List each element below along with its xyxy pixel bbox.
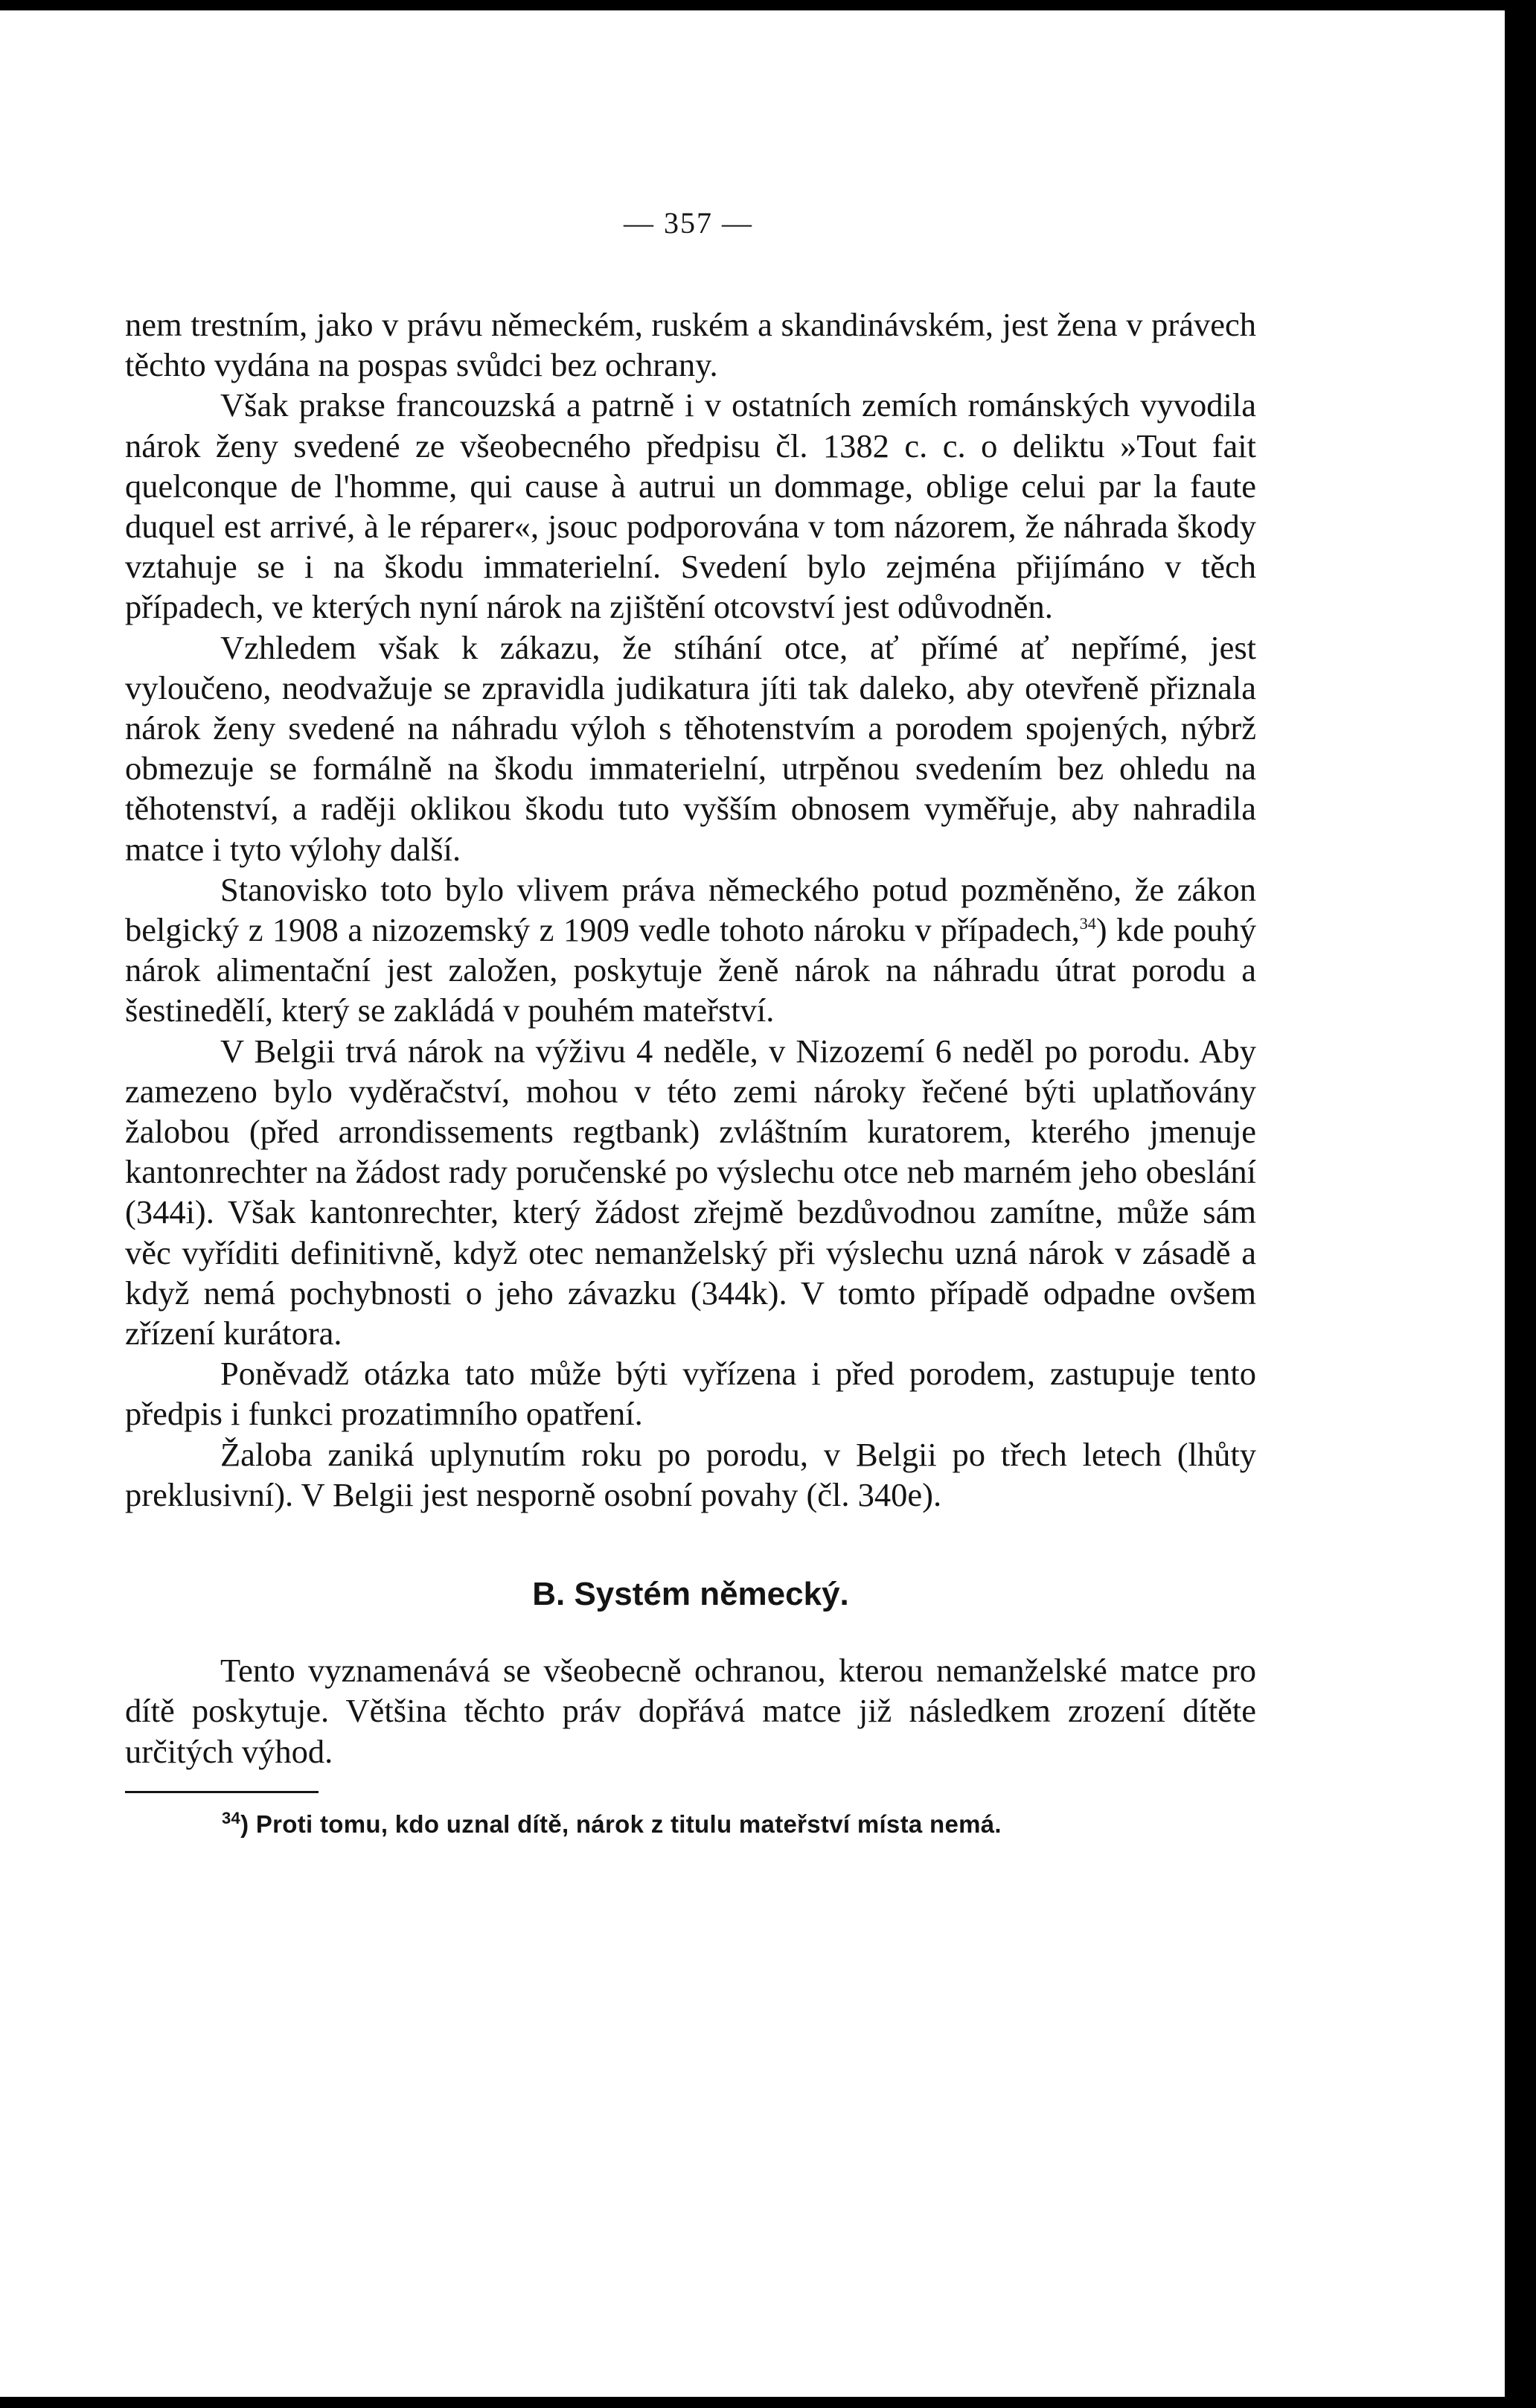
paragraph-belgian-dutch-law: [125, 869, 1256, 1031]
section-heading: B. Systém německý.: [532, 1576, 849, 1613]
footnote-divider: [125, 1791, 319, 1793]
paragraph-provisional-measure: Poněvadž otázka tato může býti vyřízena i před porodem, zastupuje tento předpis i funkci prozatimního opatření.: [125, 1355, 1256, 1433]
scanned-page: [0, 10, 1505, 2397]
paragraph-limitation: Žaloba zaniká uplynutím roku po porodu, v Belgii po třech letech (lhůty preklusivní). V Belgii jest nesporně osobní povahy (čl. 340e).: [125, 1435, 1256, 1513]
footnote: [125, 1808, 1256, 1841]
page-number: — 357 —: [624, 206, 753, 240]
footnote-reference: 34: [1079, 914, 1096, 933]
paragraph-judicature: Vzhledem však k zákazu, že stíhání otce, ať přímé ať nepřímé, jest vyloučeno, neodvažuje se zpravidla judikatura jíti tak daleko, aby otevřeně přiznala nárok ženy svedené na náhradu výloh s těhotenstvím a porodem spojených, nýbrž obmezuje se formálně na škodu immaterielní, utrpěnou svedením bez ohledu na těhotenství, a raději oklikou škodu tuto vyšším obnosem vyměřuje, aby nahradila matce i tyto výlohy další.: [125, 628, 1256, 868]
paragraph-belgium-netherlands: V Belgii trvá nárok na výživu 4 neděle, v Nizozemí 6 neděl po porodu. Aby zamezeno bylo vyděračství, mohou v této zemi nároky řečené býti uplatňovány žalobou (před arrondissements regtbank) zvláštním kuratorem, kterého jmenuje kantonrechter na žádost rady poručenské po výslechu otce neb marném jeho obeslání (344i). Však kantonrechter, který žádost zřejmě bezdůvodnou zamítne, může sám věc vyříditi definitivně, když otec nemanželský při výslechu uzná nárok v zásadě a když nemá pochybnosti o jeho závazku (344k). V tomto případě odpadne ovšem zřízení kurátora.: [125, 1032, 1256, 1352]
paragraph-german-system: Tento vyznamenává se všeobecně ochranou, kterou nemanželské matce pro dítě poskytuje. Většina těchto práv dopřává matce již následkem zrození dítěte určitých výhod.: [125, 1652, 1256, 1770]
paragraph-text-before-ref: Stanovisko toto bylo vlivem práva německého potud pozměněno, že zákon belgický z 1908 a nizozemský z 1909 vedle tohoto nároku v případech,: [125, 870, 1256, 949]
paragraph-text-after-ref: ) kde pouhý nárok alimentační jest založen, poskytuje ženě nárok na náhradu útrat porodu a šestinedělí, který se zakládá v pouhém mateřství.: [125, 911, 1256, 1029]
footnote-marker: 34: [222, 1808, 241, 1827]
body-text: [125, 304, 1256, 1841]
footnote-text: ) Proti tomu, kdo uznal dítě, nárok z titulu mateřství místa nemá.: [240, 1810, 1002, 1838]
paragraph-continuation: nem trestním, jako v právu německém, ruském a skandinávském, jest žena v právech těchto vydána na pospas svůdci bez ochrany.: [125, 306, 1256, 384]
paragraph-french-practice: Však prakse francouzská a patrně i v ostatních zemích románských vyvodila nárok ženy svedené ze všeobecného předpisu čl. 1382 c. c. o deliktu »Tout fait quelconque de l'homme, qui cause à autrui un dommage, oblige celui par la faute duquel est arrivé, à le réparer«, jsouc podporována v tom názorem, že náhrada škody vztahuje se i na škodu immaterielní. Svedení bylo zejména přijímáno v těch případech, ve kterých nyní nárok na zjištění otcovství jest odůvodněn.: [125, 386, 1256, 626]
